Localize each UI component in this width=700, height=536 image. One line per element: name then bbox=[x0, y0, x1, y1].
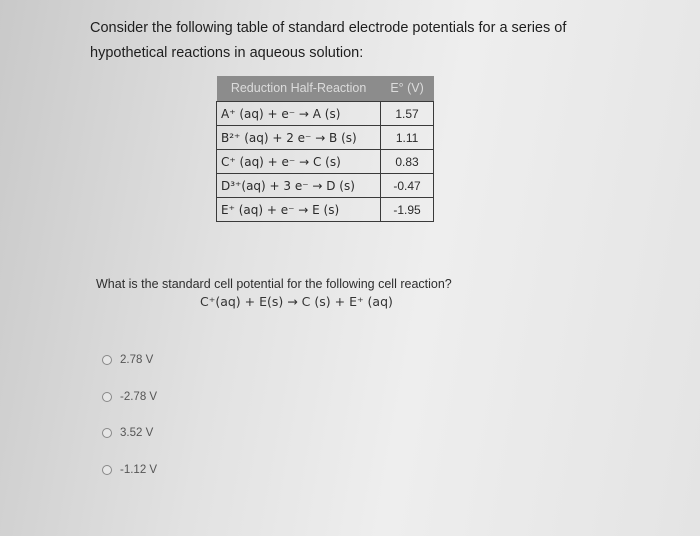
header-potential: E° (V) bbox=[381, 76, 434, 102]
answer-option[interactable] bbox=[102, 350, 157, 370]
reaction-cell: A⁺ (aq) + e⁻ → A (s) bbox=[217, 102, 381, 126]
table-row bbox=[217, 126, 434, 150]
answer-options bbox=[102, 350, 157, 496]
table-header-row bbox=[217, 76, 434, 102]
table-row bbox=[217, 102, 434, 126]
potential-cell: 1.11 bbox=[381, 126, 434, 150]
option-label: 2.78 V bbox=[120, 354, 154, 366]
table-row bbox=[217, 174, 434, 198]
reaction-cell: B²⁺ (aq) + 2 e⁻ → B (s) bbox=[217, 126, 381, 150]
radio-button-icon[interactable] bbox=[102, 355, 112, 365]
radio-button-icon[interactable] bbox=[102, 428, 112, 438]
option-label: -2.78 V bbox=[120, 390, 158, 403]
option-label: -1.12 V bbox=[120, 463, 158, 476]
radio-button-icon[interactable] bbox=[102, 465, 112, 475]
reaction-cell: D³⁺(aq) + 3 e⁻ → D (s) bbox=[217, 174, 381, 198]
electrode-potential-table bbox=[216, 76, 434, 222]
header-reaction: Reduction Half-Reaction bbox=[217, 76, 381, 102]
answer-option[interactable] bbox=[102, 423, 157, 443]
table-row bbox=[217, 150, 434, 174]
question-prompt: What is the standard cell potential for the following cell reaction? bbox=[96, 277, 452, 291]
radio-button-icon[interactable] bbox=[102, 392, 112, 402]
potential-cell: 0.83 bbox=[381, 150, 434, 174]
potential-cell: -0.47 bbox=[381, 174, 434, 198]
answer-option[interactable] bbox=[102, 387, 157, 407]
question-intro: Consider the following table of standard electrode potentials for a series of hypothetical reactions in aqueous solution: bbox=[90, 20, 567, 61]
potential-cell: 1.57 bbox=[381, 102, 434, 126]
cell-reaction: C⁺(aq) + E(s) → C (s) + E⁺ (aq) bbox=[200, 294, 393, 309]
reaction-cell: E⁺ (aq) + e⁻ → E (s) bbox=[217, 198, 381, 222]
table-row bbox=[217, 198, 434, 222]
electrode-potential-table-wrapper bbox=[216, 76, 434, 222]
option-label: 3.52 V bbox=[120, 427, 154, 439]
reaction-cell: C⁺ (aq) + e⁻ → C (s) bbox=[217, 150, 381, 174]
potential-cell: -1.95 bbox=[381, 198, 434, 222]
answer-option[interactable] bbox=[102, 460, 157, 480]
